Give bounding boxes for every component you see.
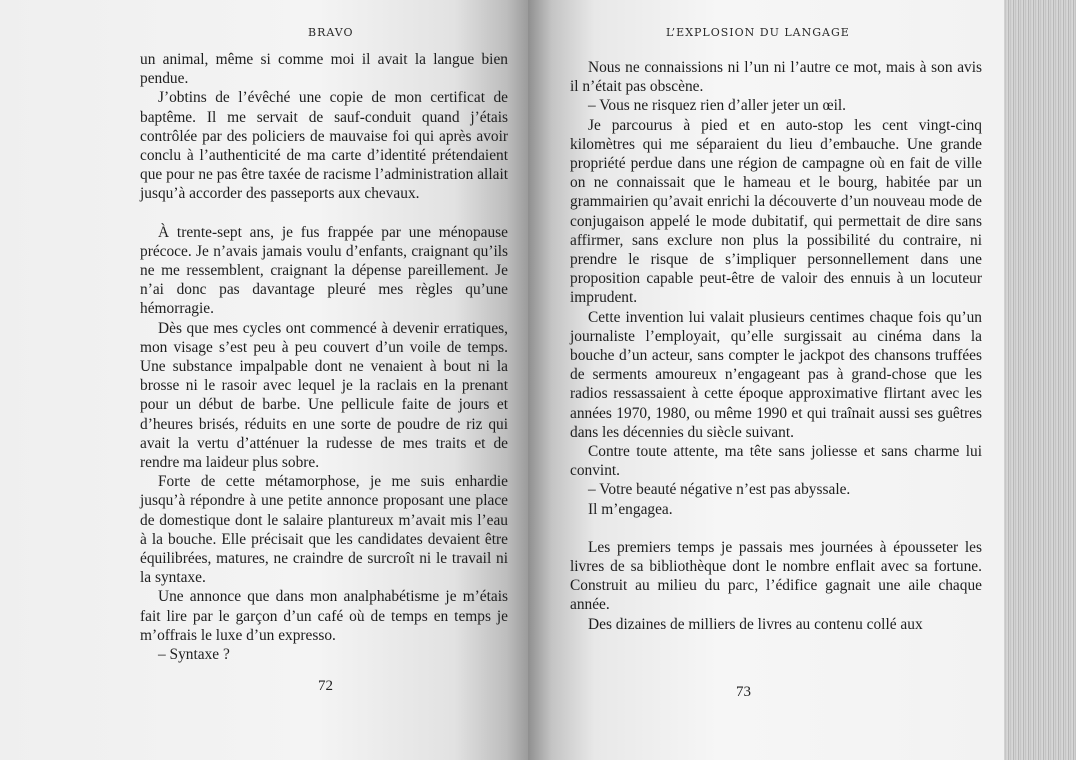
page-number-right: 73 xyxy=(736,684,751,700)
dialogue-line: – Votre beauté négative n’est pas abyssale. xyxy=(588,481,851,499)
paragraph: un animal, même si comme moi il avait la langue bien pendue. xyxy=(140,51,508,88)
running-head-right: L’EXPLOSION DU LANGAGE xyxy=(666,26,850,39)
paragraph: Cette invention lui valait plusieurs centimes chaque fois qu’un journaliste l’employait, qu’elle surgissait au cinéma dans la bouche d’un acteur, sans compter le jackpot des chansons truffées de serments amoureux n’engageant pas à grand-chose que les radios ressassaient à cette époque approximative flirtant avec les années 1970, 1980, ou même 1990 et qui traînait aussi ses guêtres dans les décennies du siècle suivant. xyxy=(570,308,982,441)
left-page xyxy=(0,0,528,760)
right-page xyxy=(528,0,1004,760)
dialogue-line: – Vous ne risquez rien d’aller jeter un œil. xyxy=(588,97,847,115)
paragraph: À trente-sept ans, je fus frappée par une ménopause précoce. Je n’avais jamais voulu d’enfants, craignant qu’ils ne me ressemblent, craignant la dépense pareillement. Je n’ai donc pas davantage pleuré mes règles qu’une hémorragie. xyxy=(140,223,508,318)
paragraph: Les premiers temps je passais mes journées à épousseter les livres de sa bibliothèque dont le nombre enflait avec sa fortune. Construit au milieu du parc, l’édifice gagnait une aile chaque année. xyxy=(570,538,982,614)
right-page-text xyxy=(570,58,982,634)
page-number-left: 72 xyxy=(318,678,333,694)
paragraph: Il m’engagea. xyxy=(588,500,673,518)
paragraph: Contre toute attente, ma tête sans joliesse et sans charme lui convint. xyxy=(570,443,982,480)
page-edges xyxy=(1004,0,1076,760)
dialogue-line: – Syntaxe ? xyxy=(158,646,230,664)
left-page-text xyxy=(140,50,508,664)
paragraph: Forte de cette métamorphose, je me suis enhardie jusqu’à répondre à une petite annonce proposant une place de domestique dont le salaire plantureux m’avait mis l’eau à la bouche. Elle précisait que les candidates devaient être équilibrées, matures, ne craindre de surcroît ni le travail ni la syntaxe. xyxy=(140,473,508,587)
paragraph: Dès que mes cycles ont commencé à devenir erratiques, mon visage s’est peu à peu couvert d’un voile de temps. Une substance impalpable dont ne venaient à bout ni la brosse ni le rasoir avec lequel je la raclais en la prenant pour un début de barbe. Une pellicule faite de jours et d’heures brisés, réduits en une sorte de poudre de riz qui avait la vertu d’atténuer la rudesse de mes traits et de rendre ma laideur plus sobre. xyxy=(140,319,508,472)
paragraph: J’obtins de l’évêché une copie de mon certificat de baptême. Il me servait de sauf-conduit quand j’étais contrôlée par des policiers de mauvaise foi qui après avoir conclu à l’authenticité de ma carte d’identité prétendaient que pour ne pas être taxée de racisme l’administration allait jusqu’à accorder des passeports aux chevaux. xyxy=(140,89,508,203)
running-head-left: BRAVO xyxy=(308,26,354,39)
paragraph: Des dizaines de milliers de livres au contenu collé aux xyxy=(588,615,923,633)
paragraph: Une annonce que dans mon analphabétisme je m’étais fait lire par le garçon d’un café où de temps en temps je m’offrais le luxe d’un expresso. xyxy=(140,588,508,644)
paragraph: Je parcourus à pied et en auto-stop les cent vingt-cinq kilomètres qui me séparaient du lieu d’embauche. Une grande propriété perdue dans une région de campagne où en fait de ville on ne connaissait que le hameau et le bourg, habitée par un grammairien qu’avait enrichi la découverte d’un nouveau mode de conjugaison appelé le mode dubitatif, qui permettait de dire sans affirmer, sans exclure non plus la possibilité du contraire, ni prendre le risque de s’impliquer personnellement dans une proposition capable peut-être de valoir des ennuis à un locuteur imprudent. xyxy=(570,116,982,307)
paragraph: Nous ne connaissions ni l’un ni l’autre ce mot, mais à son avis il n’était pas obscène. xyxy=(570,59,982,96)
